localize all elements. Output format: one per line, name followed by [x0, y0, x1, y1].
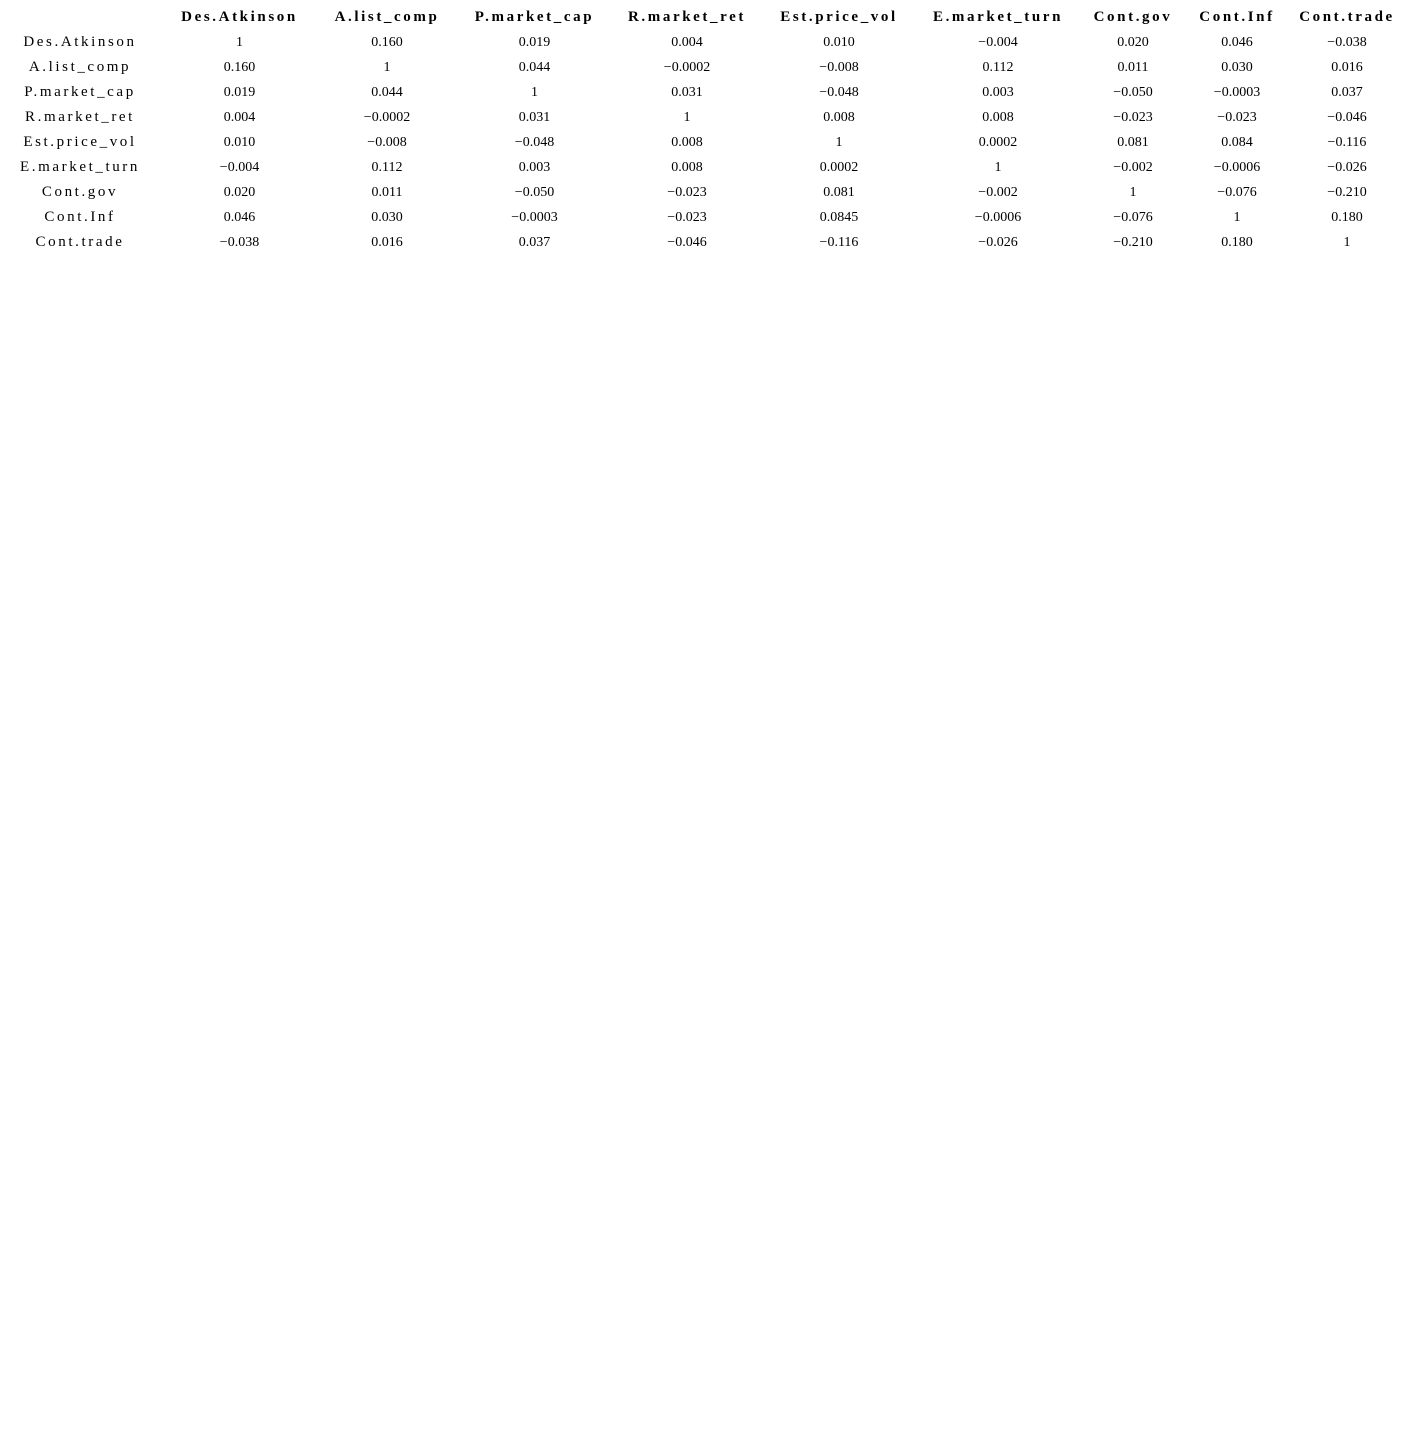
column-header: P.market_cap — [474, 9, 595, 25]
table-cell: 0.003 — [982, 84, 1014, 100]
table-cell: 1 — [531, 84, 538, 100]
table-cell: −0.023 — [667, 209, 707, 225]
table-cell: 0.016 — [371, 234, 403, 250]
table-cell: 0.004 — [671, 34, 703, 50]
table-cell: 0.020 — [223, 184, 256, 200]
table-cell: 1 — [236, 34, 243, 50]
table-cell: 0.031 — [518, 109, 551, 125]
table-row — [0, 80, 1408, 105]
table-row — [0, 55, 1408, 80]
table-cell: −0.0002 — [663, 59, 711, 75]
table-cell: 0.008 — [823, 109, 855, 125]
table-cell: −0.046 — [1327, 109, 1367, 125]
table-cell: 0.084 — [1221, 134, 1253, 150]
table-cell: −0.0003 — [1213, 84, 1261, 100]
header-row — [0, 5, 1408, 30]
table-cell: −0.0006 — [1213, 159, 1261, 175]
row-label: Est.price_vol — [23, 134, 137, 150]
table-cell: 0.011 — [1117, 59, 1149, 75]
table-row — [0, 105, 1408, 130]
row-label: Cont.gov — [41, 184, 119, 200]
column-header: Des.Atkinson — [181, 9, 298, 25]
table-cell: −0.004 — [978, 34, 1018, 50]
table-cell: −0.023 — [1217, 109, 1257, 125]
table-cell: −0.026 — [1327, 159, 1367, 175]
table-cell: 0.081 — [823, 184, 855, 200]
table-cell: −0.0006 — [974, 209, 1022, 225]
column-header: A.list_comp — [334, 9, 440, 25]
table-cell: 0.037 — [1331, 84, 1363, 100]
row-label: Cont.trade — [35, 234, 125, 250]
column-header: Cont.trade — [1299, 9, 1395, 25]
table-cell: 0.0002 — [978, 134, 1018, 150]
table-cell: 0.037 — [518, 234, 551, 250]
table-cell: −0.0002 — [363, 109, 411, 125]
table-cell: 0.019 — [223, 84, 256, 100]
table-cell: 0.112 — [371, 159, 403, 175]
column-header: Cont.Inf — [1199, 9, 1275, 25]
table-cell: 0.044 — [518, 59, 551, 75]
table-cell: −0.210 — [1327, 184, 1367, 200]
table-cell: −0.210 — [1113, 234, 1153, 250]
column-header: R.market_ret — [628, 9, 746, 25]
table-cell: −0.038 — [219, 234, 260, 250]
table-cell: −0.0003 — [511, 209, 558, 225]
table-cell: 0.160 — [371, 34, 403, 50]
table-cell: 0.008 — [671, 159, 703, 175]
table-cell: 1 — [1343, 234, 1351, 250]
row-label: A.list_comp — [28, 59, 132, 75]
table-cell: 0.046 — [1221, 34, 1253, 50]
table-cell: −0.023 — [1113, 109, 1153, 125]
table-cell: −0.116 — [819, 234, 859, 250]
table-cell: 0.020 — [1117, 34, 1149, 50]
row-label: Des.Atkinson — [23, 34, 137, 50]
table-cell: −0.048 — [514, 134, 555, 150]
table-cell: 0.081 — [1117, 134, 1149, 150]
row-label: P.market_cap — [24, 84, 136, 100]
table-cell: 0.160 — [223, 59, 256, 75]
corner-cell — [0, 5, 160, 30]
table-cell: −0.008 — [367, 134, 407, 150]
table-cell: −0.076 — [1113, 209, 1153, 225]
column-header: Cont.gov — [1093, 9, 1173, 25]
table-row — [0, 230, 1408, 255]
table-cell: 0.010 — [223, 134, 256, 150]
row-label: R.market_ret — [25, 109, 135, 125]
table-cell: −0.026 — [978, 234, 1018, 250]
table-cell: −0.050 — [514, 184, 555, 200]
table-cell: −0.023 — [667, 184, 707, 200]
column-header: E.market_turn — [932, 9, 1064, 25]
table-cell: −0.002 — [978, 184, 1018, 200]
table-cell: 0.030 — [1221, 59, 1253, 75]
table-cell: 0.0845 — [819, 209, 859, 225]
table-cell: −0.008 — [819, 59, 859, 75]
table-cell: −0.076 — [1217, 184, 1257, 200]
table-cell: −0.038 — [1327, 34, 1367, 50]
table-cell: 0.008 — [671, 134, 703, 150]
table-cell: 0.019 — [518, 34, 551, 50]
table-cell: 0.010 — [823, 34, 855, 50]
table-cell: −0.004 — [219, 159, 260, 175]
table-cell: 1 — [1129, 184, 1137, 200]
table-cell: 0.046 — [223, 209, 256, 225]
table-cell: −0.046 — [667, 234, 707, 250]
table-cell: 0.008 — [982, 109, 1014, 125]
table-cell: 0.044 — [371, 84, 403, 100]
table-cell: −0.116 — [1327, 134, 1367, 150]
correlation-table — [0, 5, 1408, 255]
row-label: E.market_turn — [19, 159, 141, 175]
table-cell: 0.004 — [223, 109, 256, 125]
table-cell: 0.003 — [518, 159, 551, 175]
table-cell: 0.016 — [1331, 59, 1363, 75]
table-row — [0, 30, 1408, 55]
row-label: Cont.Inf — [44, 209, 116, 225]
table-cell: 0.112 — [982, 59, 1014, 75]
table-cell: 1 — [683, 109, 691, 125]
table-cell: −0.050 — [1113, 84, 1153, 100]
column-header: Est.price_vol — [780, 9, 898, 25]
table-cell: 0.180 — [1221, 234, 1253, 250]
table-row — [0, 155, 1408, 180]
table-cell: 0.030 — [371, 209, 403, 225]
table-row — [0, 180, 1408, 205]
table-cell: 0.031 — [671, 84, 703, 100]
table-cell: 0.011 — [371, 184, 403, 200]
table-row — [0, 205, 1408, 230]
table-cell: 1 — [994, 159, 1002, 175]
table-cell: −0.002 — [1113, 159, 1153, 175]
table-cell: −0.048 — [819, 84, 859, 100]
table-cell: 0.180 — [1331, 209, 1363, 225]
table-cell: 0.0002 — [819, 159, 859, 175]
table-cell: 1 — [1233, 209, 1241, 225]
table-cell: 1 — [383, 59, 391, 75]
table-row — [0, 130, 1408, 155]
table-cell: 1 — [835, 134, 843, 150]
